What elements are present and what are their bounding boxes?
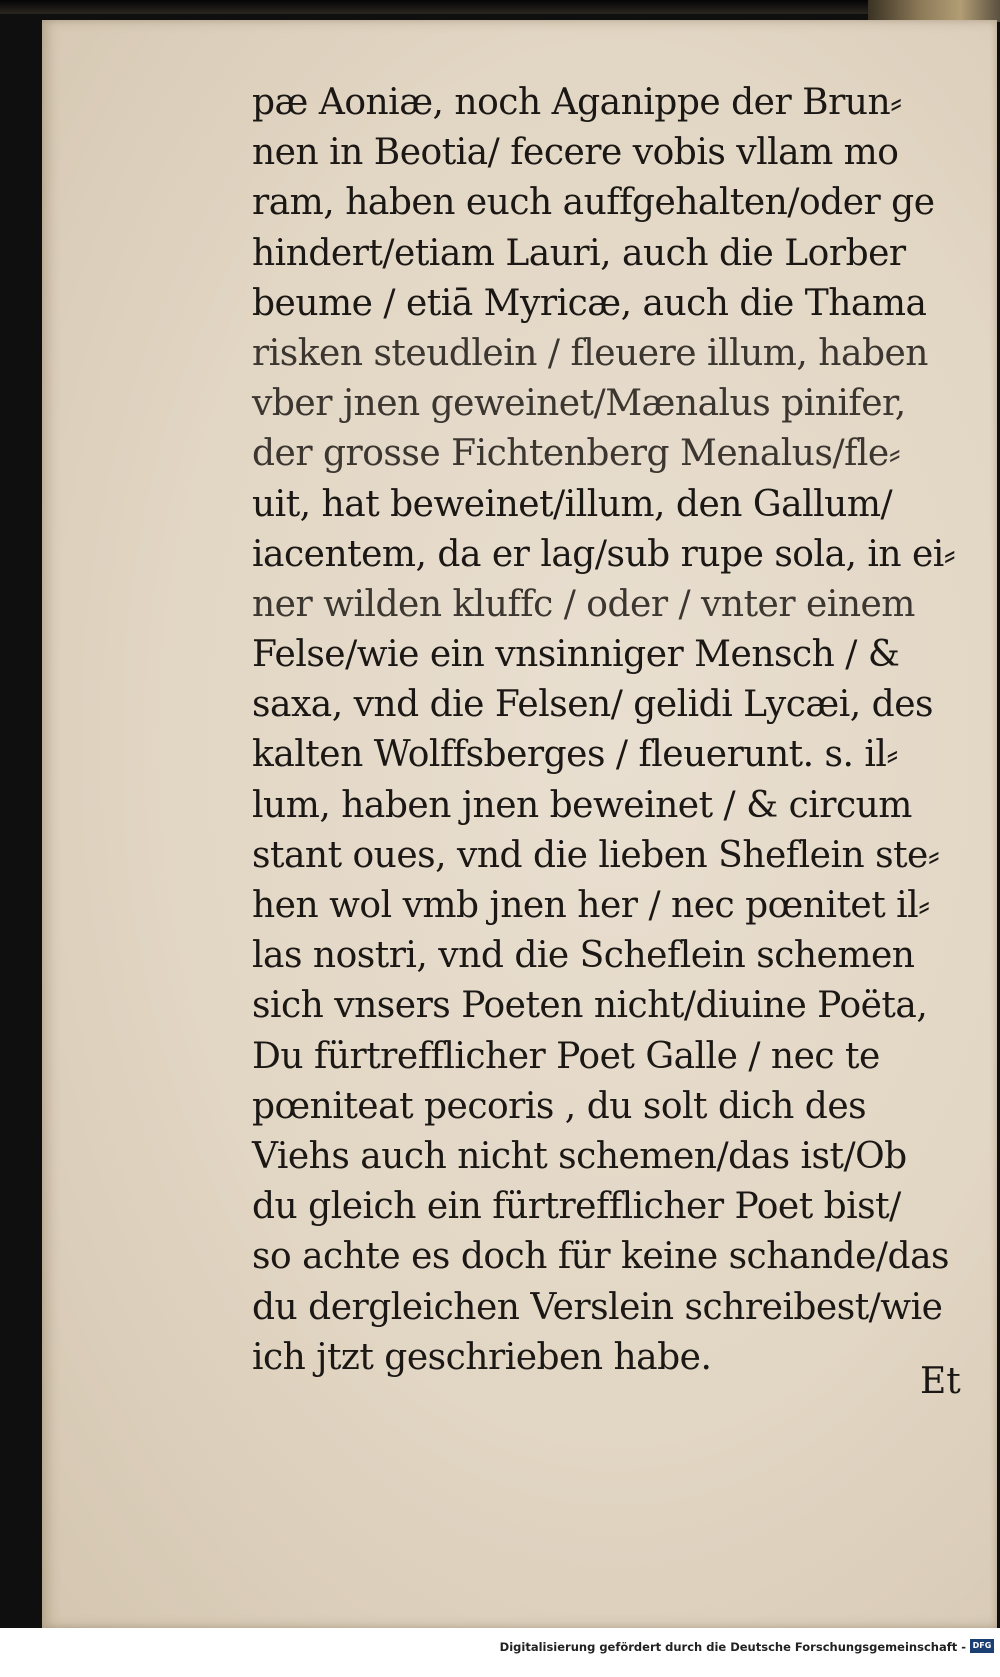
footer-bar	[0, 1628, 1000, 1677]
text-line: hindert/etiam Lauri, auch die Lorber	[252, 232, 906, 274]
text-line: pœniteat pecoris , du solt dich des	[252, 1085, 867, 1127]
text-line: sich vnsers Poeten nicht/diuine Poëta,	[252, 985, 928, 1027]
text-line: iacentem, da er lag/sub rupe sola, in ei⸗	[252, 533, 956, 575]
text-line: stant oues, vnd die lieben Sheflein ste⸗	[252, 834, 940, 876]
text-line: du dergleichen Verslein schreibest/wie	[252, 1286, 943, 1328]
text-line: hen wol vmb jnen her / nec pœnitet il⸗	[252, 885, 930, 926]
funding-credit: Digitalisierung gefördert durch die Deutsche Forschungsgemeinschaft -	[499, 1640, 966, 1654]
text-line: lum, haben jnen beweinet / & circum	[252, 784, 912, 826]
text-line: Du fürtrefflicher Poet Galle / nec te	[252, 1035, 880, 1077]
text-line: der grosse Fichtenberg Menalus/fle⸗	[252, 433, 901, 475]
text-line: ner wilden kluffc / oder / vnter einem	[252, 583, 915, 625]
text-line: Viehs auch nicht schemen/das ist/Ob	[252, 1135, 907, 1177]
text-line: uit, hat beweinet/illum, den Gallum/	[252, 483, 893, 525]
text-line: nen in Beotia/ fecere vobis vllam mo	[252, 132, 899, 174]
text-line: las nostri, vnd die Scheflein schemen	[252, 935, 915, 977]
text-line: kalten Wolffsberges / fleuerunt. s. il⸗	[252, 734, 898, 776]
text-line: Felse/wie ein vnsinniger Mensch / &	[252, 634, 900, 676]
text-line: pæ Aoniæ, noch Aganippe der Brun⸗	[252, 82, 902, 123]
catchword: Et	[920, 1361, 961, 1402]
text-line: beume / etiā Myricæ, auch die Thama	[252, 282, 927, 324]
text-line: so achte es doch für keine schande/das	[252, 1236, 950, 1278]
text-line: ich jtzt geschrieben habe.	[252, 1336, 712, 1378]
text-line: du gleich ein fürtrefflicher Poet bist/	[252, 1186, 901, 1228]
page-text	[252, 78, 980, 1383]
text-line: risken steudlein / fleuere illum, haben	[252, 332, 928, 374]
dfg-logo-icon: DFG	[970, 1639, 994, 1653]
text-line: ram, haben euch auffgehalten/oder ge	[252, 182, 935, 224]
text-line: vber jnen geweinet/Mænalus pinifer,	[252, 383, 906, 425]
scan-top-edge	[0, 0, 1000, 14]
neighbor-page-scrap	[868, 0, 1000, 22]
text-line: saxa, vnd die Felsen/ gelidi Lycæi, des	[252, 684, 933, 726]
